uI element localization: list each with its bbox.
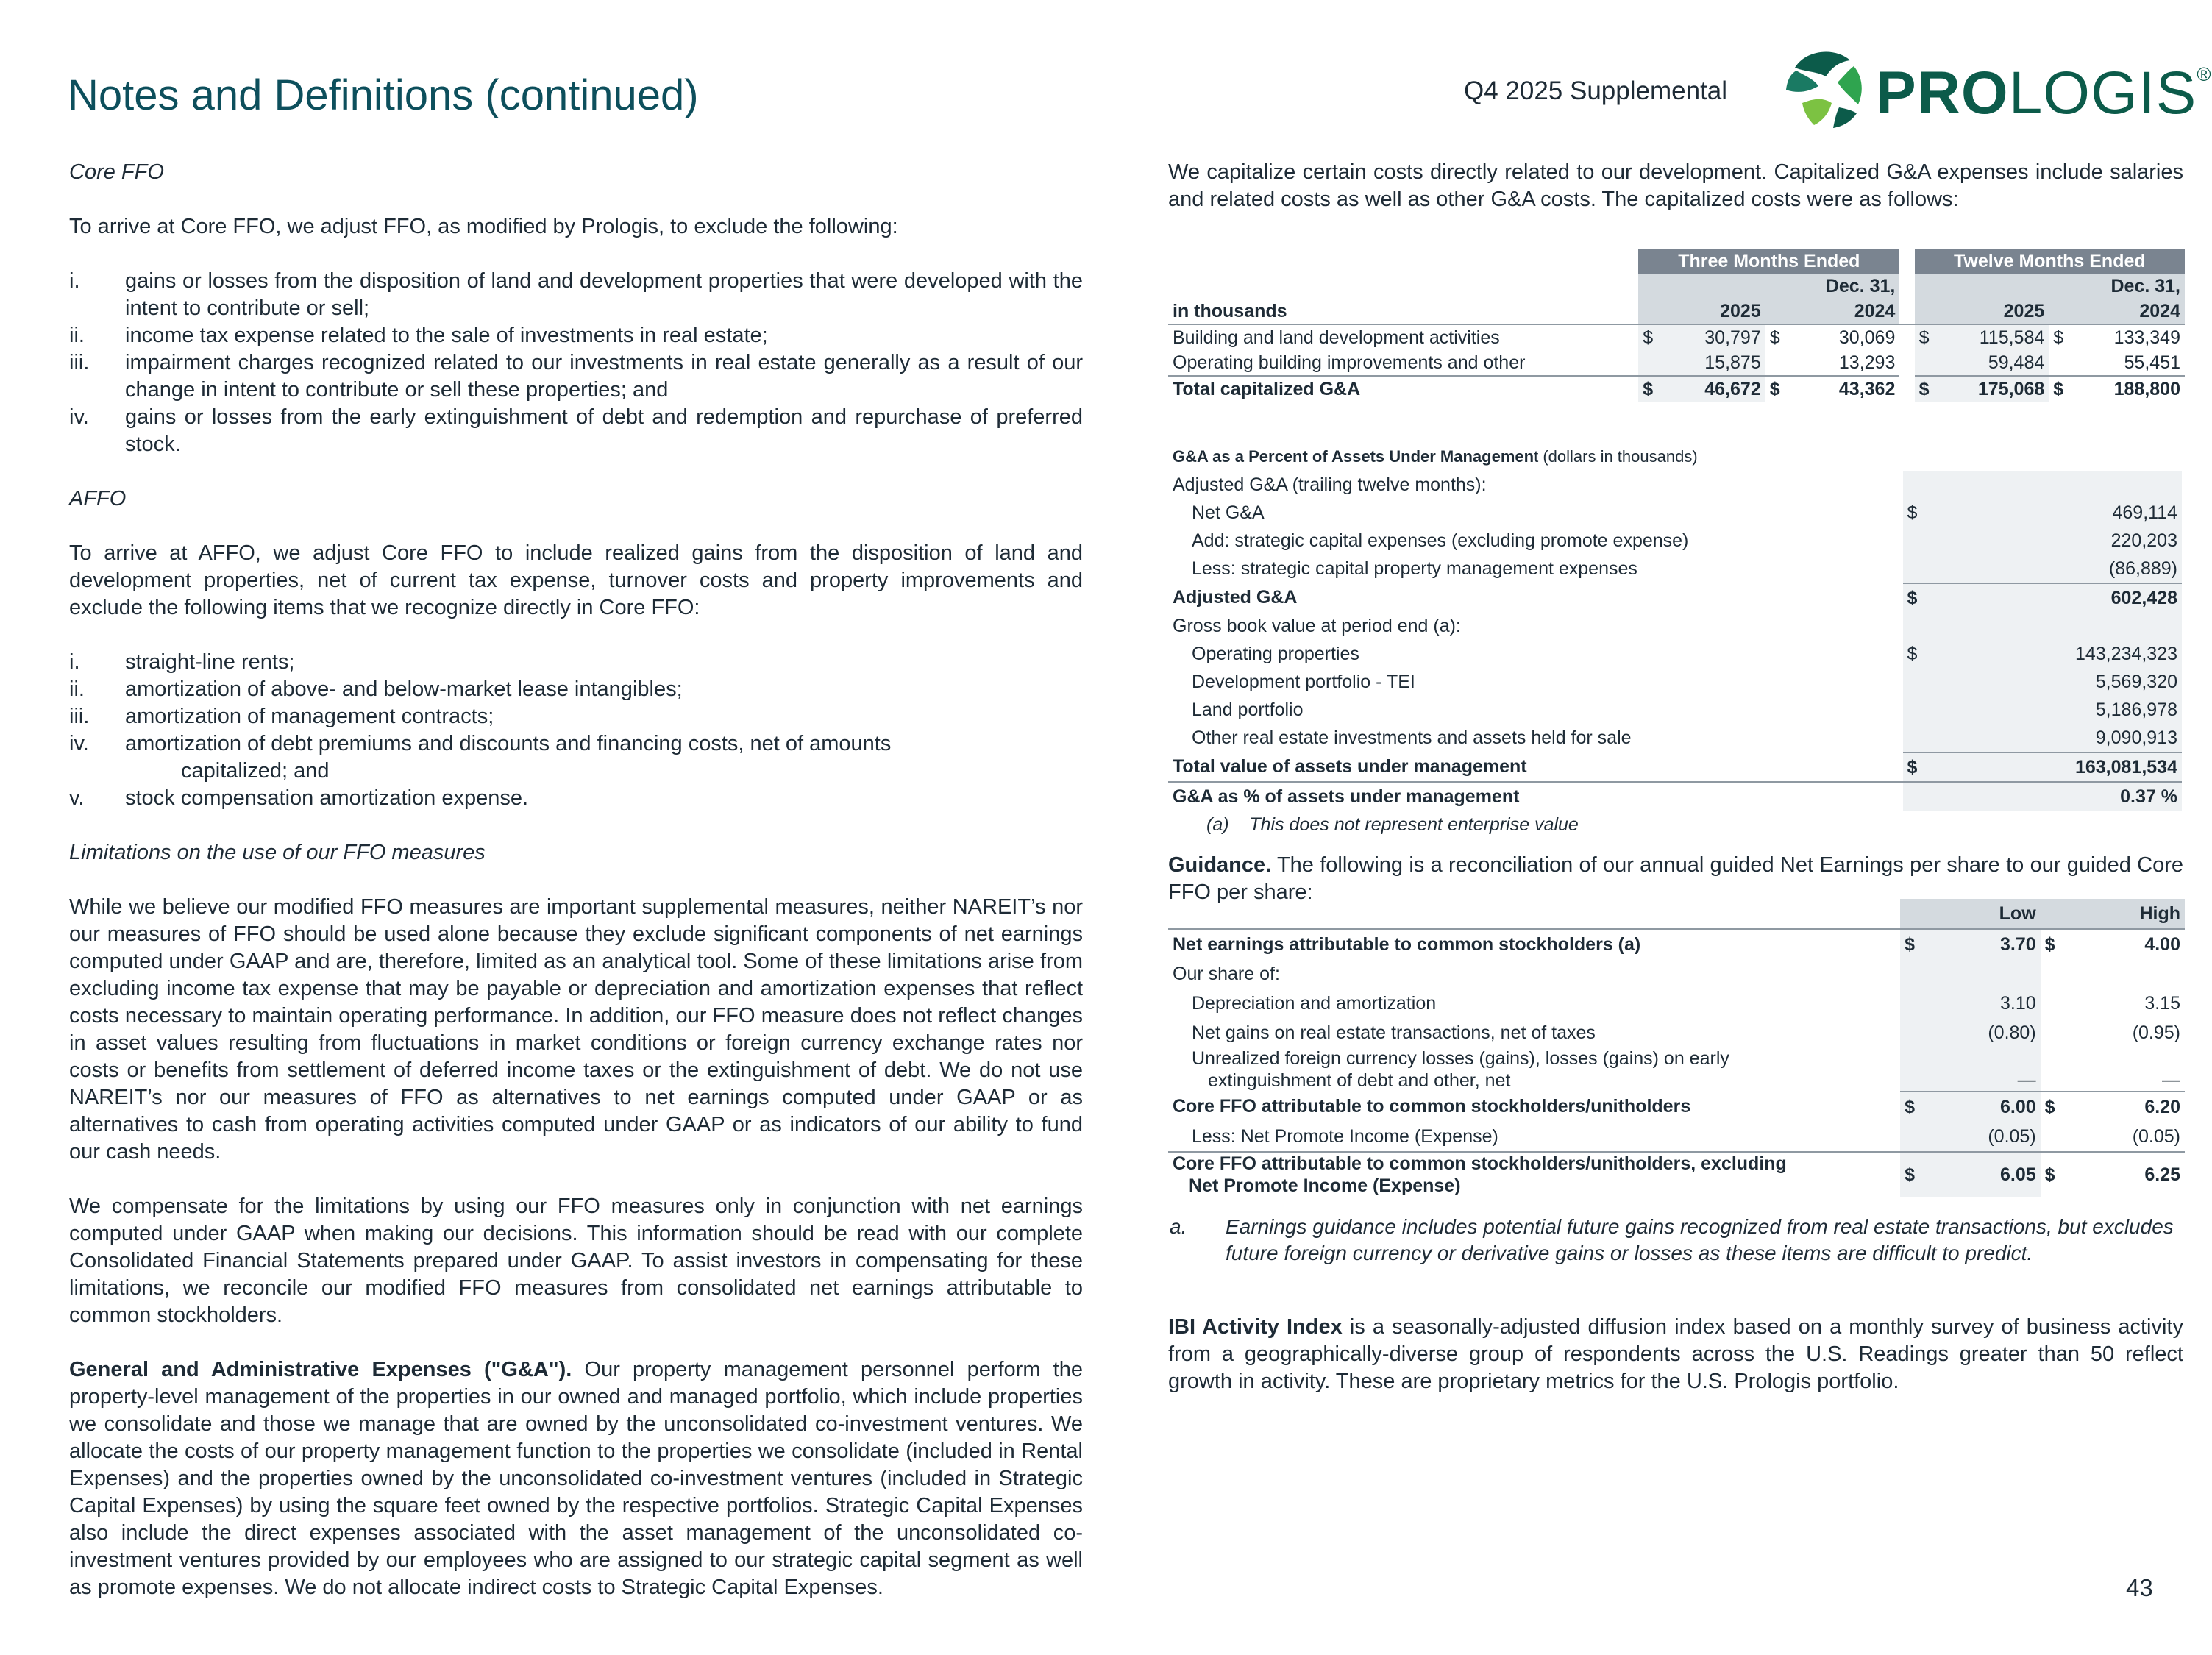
guidance-table [1168, 899, 2185, 1197]
high-header: High [2041, 899, 2185, 929]
list-item: v. stock compensation amortization expense. [69, 786, 529, 810]
table-row: Depreciation and amortization 3.10 3.15 [1168, 989, 2185, 1018]
dec31-header: Dec. 31, [1638, 274, 1899, 299]
guidance-intro: Guidance. The following is a reconciliation of our annual guided Net Earnings per share to our guided Core FFO per share: [1168, 853, 2183, 904]
list-item: i. gains or losses from the disposition of land and development properties that were developed with the intent to contribute or sell; [69, 269, 1083, 320]
list-item: i. straight-line rents; [69, 650, 295, 674]
list-item: ii. amortization of above- and below-market lease intangibles; [69, 677, 683, 701]
capitalize-intro: We capitalize certain costs directly related to our development. Capitalized G&A expenses include salaries and related costs as well as other G&A costs. The capitalized costs were as follows: [1168, 160, 2183, 211]
core-ffo-heading: Core FFO [69, 160, 164, 184]
year-header: 2024 [1765, 299, 1900, 324]
aum-table [1168, 443, 2182, 839]
table-row: Building and land development activities $ 30,797 $ 30,069 $ 115,584 $ 133,349 [1168, 324, 2185, 350]
limitations-heading: Limitations on the use of our FFO measures [69, 841, 486, 864]
twelve-months-header: Twelve Months Ended [1915, 249, 2185, 274]
list-item: iii. impairment charges recognized related to our investments in real estate generally as a result of our change in intent to contribute or sell these properties; and [69, 351, 1083, 402]
table-row: Net G&A $ 469,114 [1168, 499, 2182, 527]
table-row: Net earnings attributable to common stockholders (a) $ 3.70 $ 4.00 [1168, 929, 2185, 959]
table-row: Adjusted G&A $ 602,428 [1168, 583, 2182, 612]
table-row: Unrealized foreign currency losses (gains), losses (gains) on early extinguishment of debt and other, net — — [1192, 1048, 2180, 1091]
list-item: iv. amortization of debt premiums and discounts and financing costs, net of amounts capitalized; and [69, 732, 892, 783]
page-number: 43 [2126, 1574, 2153, 1601]
ibi-paragraph: IBI Activity Index is a seasonally-adjusted diffusion index based on a monthly survey of business activity from a geographically-diverse group of respondents across the U.S. Readings greater than 50 reflect growth in activity. These are proprietary metrics for the U.S. Prologis portfolio. [1168, 1315, 2183, 1393]
limitations-paragraph-2: We compensate for the limitations by using our FFO measures only in conjunction with net earnings computed under GAAP when making our decisions. This information should be read with our complete Consolidated Financial Statements prepared under GAAP. To assist investors in compensating for these limitations, we reconcile our modified FFO measures from consolidated net earnings attributable to common stockholders. [69, 1195, 1083, 1327]
prologis-logo [1780, 46, 2212, 132]
table-row: Core FFO attributable to common stockholders/unitholders, excluding Net Promote Income (Expense) $ 6.05 $ 6.25 [1168, 1152, 2185, 1197]
list-item: iv. gains or losses from the early extinguishment of debt and redemption and repurchase of preferred stock. [69, 405, 1083, 456]
table-row: Gross book value at period end (a): [1168, 612, 2182, 640]
ga-paragraph: General and Administrative Expenses ("G&A"). Our property management personnel perform the property-level management of the properties in our owned and managed portfolio, which include properties we consolidate and those we manage that are owned by the unconsolidated co-investment ventures. We allocate the costs of our property management function to the properties we consolidate (included in Rental Expenses) and the properties owned by the unconsolidated co-investment ventures (included in Strategic Capital Expenses) by using the square feet owned by the respective portfolios. Strategic Capital Expenses also include the direct expenses associated with the asset management of the unconsolidated co-investment ventures provided by our employees who are assigned to our strategic capital segment as well as promote expenses. We do not allocate indirect costs to Strategic Capital Expenses. [69, 1358, 1083, 1599]
affo-intro: To arrive at AFFO, we adjust Core FFO to include realized gains from the disposition of land and development properties, net of current tax expense, turnover costs and property improvements and exclude the following items that we recognize directly in Core FFO: [69, 541, 1083, 619]
core-ffo-intro: To arrive at Core FFO, we adjust FFO, as modified by Prologis, to exclude the following: [69, 215, 898, 238]
table-row: Less: Net Promote Income (Expense) (0.05) (0.05) [1168, 1122, 2185, 1152]
ibi-heading: IBI Activity Index [1168, 1315, 1343, 1339]
table-row: G&A as % of assets under management 0.37 % [1168, 782, 2182, 811]
table-row: Total value of assets under management $ 163,081,534 [1168, 752, 2182, 782]
table-row: G&A as a Percent of Assets Under Management (dollars in thousands) [1173, 447, 1698, 466]
table-row: Less: strategic capital property management expenses (86,889) [1168, 555, 2182, 583]
year-header: 2024 [2049, 299, 2185, 324]
table-row: (a) This does not represent enterprise value [1206, 814, 1579, 835]
table-row: Development portfolio - TEI 5,569,320 [1168, 668, 2182, 696]
affo-heading: AFFO [69, 487, 127, 510]
logo-wordmark: PROLOGIS® [1876, 60, 2212, 127]
three-months-header: Three Months Ended [1638, 249, 1899, 274]
table-row: Other real estate investments and assets held for sale 9,090,913 [1168, 724, 2182, 752]
limitations-paragraph-1: While we believe our modified FFO measures are important supplemental measures, neither NAREIT’s nor our measures of FFO should be used alone because they exclude significant components of net earnings computed under GAAP and are, therefore, limited as an analytical tool. Some of these limitations arise from excluding income tax expense that may be payable or depreciation and amortization expenses that reflect costs necessary to maintain operating performance. In addition, our FFO measure does not reflect changes in asset values resulting from fluctuations in market conditions or foreign currency exchange rates nor costs or benefits from settlement of deferred income taxes or the extinguishment of debt. We do not use NAREIT’s nor our measures of FFO as alternatives to net earnings computed under GAAP or as alternatives to cash from operating activities computed under GAAP or as indicators of our ability to fund our cash needs. [69, 895, 1083, 1164]
globe-logo-icon [1780, 46, 1868, 132]
table-row: Operating properties $ 143,234,323 [1168, 640, 2182, 668]
list-item: iii. amortization of management contracts; [69, 705, 494, 728]
year-header: 2025 [1915, 299, 2049, 324]
low-header: Low [1900, 899, 2041, 929]
table-row: Operating building improvements and other 15,875 13,293 59,484 55,451 [1168, 350, 2185, 376]
affo-list [69, 649, 1083, 812]
table-row: Net gains on real estate transactions, net of taxes (0.80) (0.95) [1168, 1018, 2185, 1047]
table-row: Add: strategic capital expenses (excluding promote expense) 220,203 [1168, 527, 2182, 555]
table-row: Land portfolio 5,186,978 [1168, 696, 2182, 724]
page-title: Notes and Definitions (continued) [68, 71, 699, 119]
table-row: Core FFO attributable to common stockholders/unitholders $ 6.00 $ 6.20 [1168, 1092, 2185, 1122]
ga-heading: General and Administrative Expenses ("G&A"). [69, 1358, 572, 1381]
table-row-total: Total capitalized G&A $ 46,672 $ 43,362 $ 175,068 $ 188,800 [1168, 376, 2185, 402]
guidance-footnote: a. Earnings guidance includes potential future gains recognized from real estate transactions, but excludes future foreign currency or derivative gains or losses as these items are difficult to predict. [1170, 1215, 2174, 1264]
left-column [69, 159, 1083, 1601]
dec31-header: Dec. 31, [1915, 274, 2185, 299]
table-row: Adjusted G&A (trailing twelve months): [1168, 471, 2182, 499]
year-header: 2025 [1638, 299, 1765, 324]
core-ffo-list [69, 268, 1083, 458]
list-item: ii. income tax expense related to the sale of investments in real estate; [69, 324, 768, 347]
table-row: Our share of: [1168, 959, 2185, 989]
capitalized-ga-table [1168, 249, 2185, 402]
supplemental-label: Q4 2025 Supplemental [1464, 76, 1728, 105]
in-thousands-label: in thousands [1173, 300, 1287, 321]
